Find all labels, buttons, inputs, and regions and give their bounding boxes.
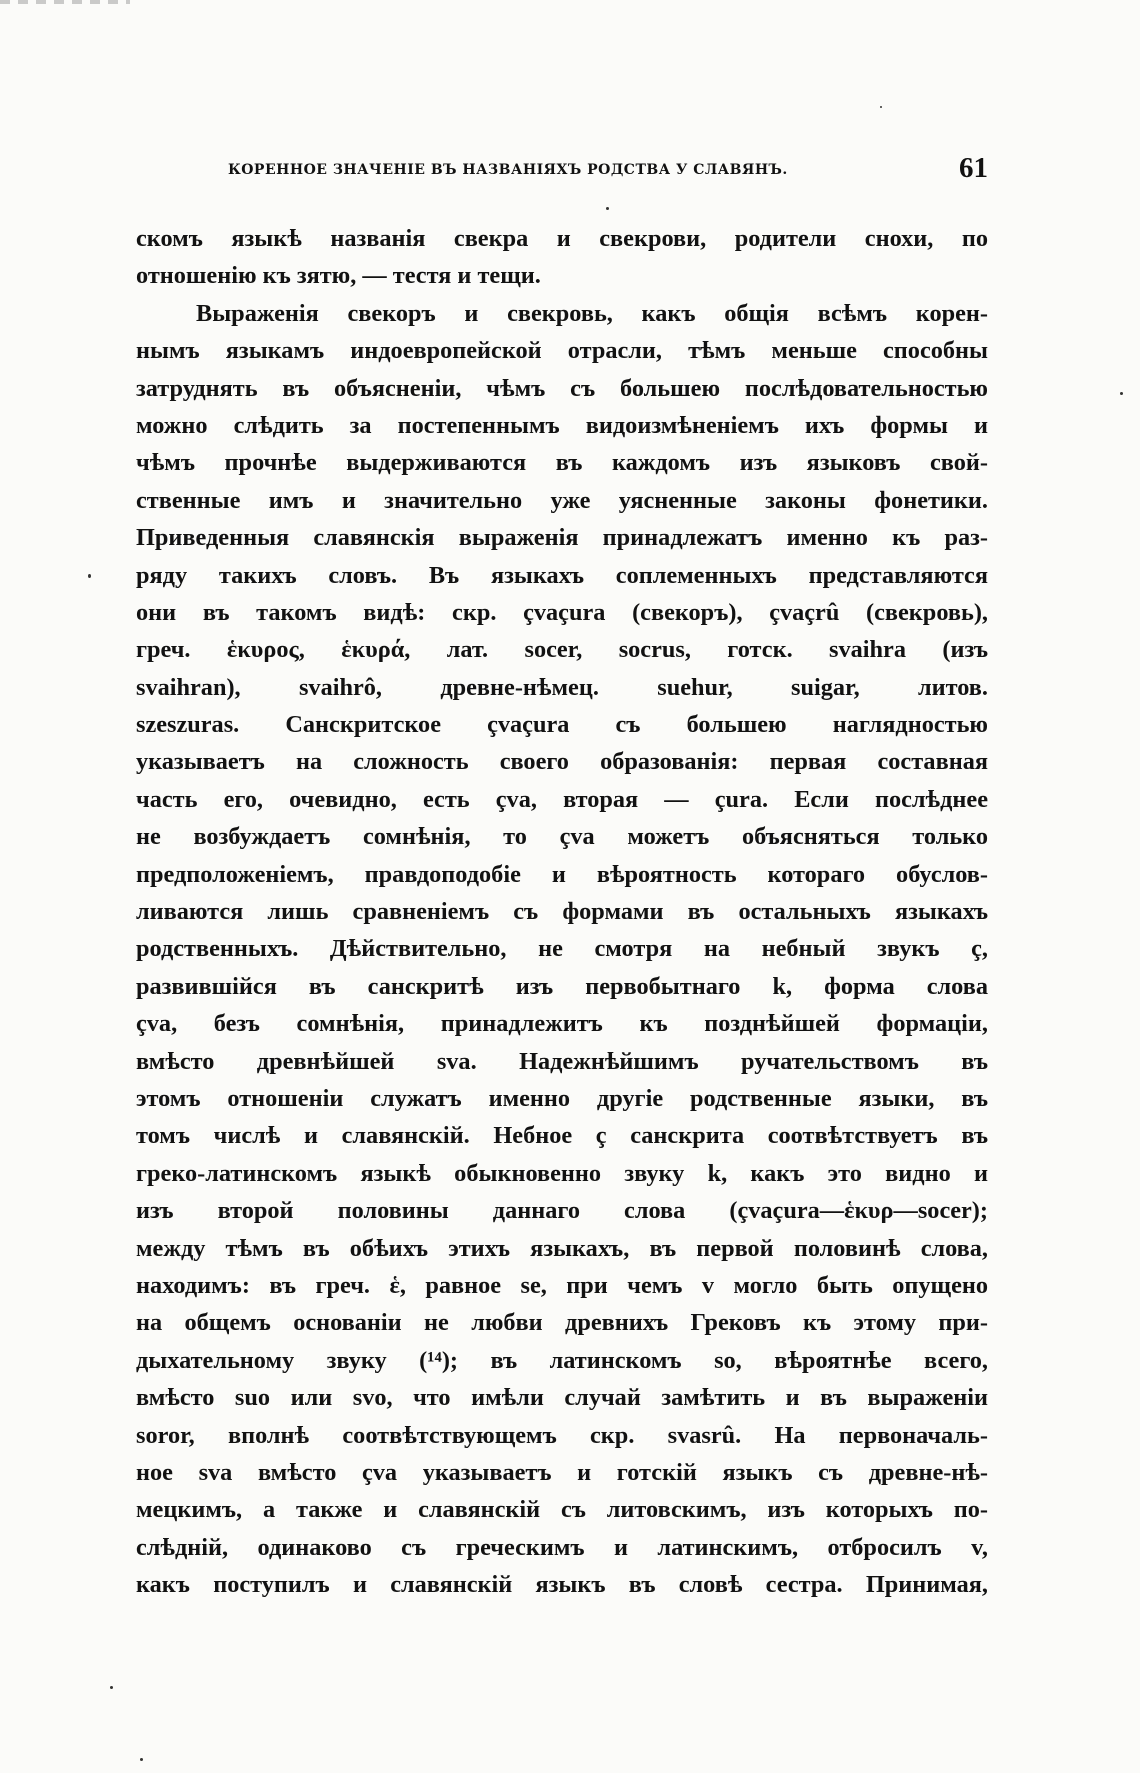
text-line: родственныхъ. Дѣйствительно, не смотря на небный звукъ ç, [136,935,988,963]
text-line: çva, безъ сомнѣнія, принадлежитъ къ позднѣйшей формаціи, [136,1010,988,1038]
text-line: они въ такомъ видѣ: скр. çvaçura (свекоръ), çvaçrû (свекровь), [136,598,988,626]
text-line: Выраженія свекоръ и свекровь, какъ общія всѣмъ корен- [196,299,988,327]
scan-speck [1120,392,1123,395]
text-line: между тѣмъ въ обѣихъ этихъ языкахъ, въ первой половинѣ слова, [136,1234,988,1262]
text-line: отношенію къ зятю, — тестя и тещи. [136,262,541,290]
body-text [136,220,988,1603]
text-line: нымъ языкамъ индоевропейской отрасли, тѣмъ меньше способны [136,337,988,365]
text-line: греч. ἑκυρος, ἑκυρά, лат. socer, socrus, готск. svaihra (изъ [136,636,988,664]
scan-speck [110,1686,113,1689]
text-line: на общемъ основаніи не любви древнихъ Грековъ къ этому при- [136,1309,988,1337]
text-line: ственные имъ и значительно уже уясненные законы фонетики. [136,486,988,514]
text-line: часть его, очевидно, есть çva, вторая — çura. Если послѣднее [136,785,988,813]
text-line: мецкимъ, а также и славянскій съ литовскимъ, изъ которыхъ по- [136,1496,988,1524]
text-line: затруднять въ объясненіи, чѣмъ съ большею послѣдовательностью [136,374,988,402]
text-line: svaihran), svaihrô, древне-нѣмец. suehur, suigar, литов. [136,673,988,701]
text-line: szeszuras. Санскритское çvaçura съ большею наглядностью [136,711,988,739]
text-line: предположеніемъ, правдоподобіе и вѣроятность котораго обуслов- [136,860,988,888]
text-line: находимъ: въ греч. ἑ, равное se, при чемъ v могло быть опущено [136,1271,988,1299]
text-line: слѣдній, одинаково съ греческимъ и латинскимъ, отбросилъ v, [136,1533,988,1561]
text-line: вмѣсто suo или svo, что имѣли случай замѣтить и въ выраженіи [136,1384,988,1412]
text-line: изъ второй половины даннаго слова (çvaçura—ἑκυρ—socer); [136,1197,988,1225]
text-line: дыхательному звуку (¹⁴); въ латинскомъ so, вѣроятнѣе всего, [136,1346,988,1374]
text-line: вмѣсто древнѣйшей sva. Надежнѣйшимъ ручательствомъ въ [136,1047,988,1075]
scan-speck [140,1758,143,1761]
text-line: чѣмъ прочнѣе выдерживаются въ каждомъ изъ языковъ свой- [136,449,988,477]
text-line: soror, вполнѣ соотвѣтствующемъ скр. svasrû. На первоначаль- [136,1421,988,1449]
text-line: развившійся въ санскритѣ изъ первобытнаго k, форма слова [136,972,988,1000]
text-line: ливаются лишь сравненіемъ съ формами въ остальныхъ языкахъ [136,898,988,926]
text-line: ряду такихъ словъ. Въ языкахъ соплеменныхъ представляются [136,561,988,589]
text-line: греко-латинскомъ языкѣ обыкновенно звуку k, какъ это видно и [136,1159,988,1187]
text-line: какъ поступилъ и славянскій языкъ въ словѣ сестра. Принимая, [136,1571,988,1599]
text-line: Приведенныя славянскія выраженія принадлежатъ именно къ раз- [136,524,988,552]
text-line: этомъ отношеніи служатъ именно другіе родственные языки, въ [136,1084,988,1112]
text-line: не возбуждаетъ сомнѣнія, то çva можетъ объясняться только [136,823,988,851]
running-head [228,152,988,192]
text-line: скомъ языкѣ названія свекра и свекрови, родители снохи, по [136,225,988,252]
text-line: ное sva вмѣсто çva указываетъ и готскій языкъ съ древне-нѣ- [136,1458,988,1486]
running-head-title: КОРЕННОЕ ЗНАЧЕНІЕ ВЪ НАЗВАНІЯХЪ РОДСТВА У СЛАВЯНЪ. [228,162,788,178]
scan-edge-mark [0,0,130,4]
scan-speck [880,106,882,108]
text-line: указываетъ на сложность своего образованія: первая составная [136,748,988,776]
page-number: 61 [959,152,988,184]
scan-speck [88,574,91,578]
text-line: томъ числѣ и славянскій. Небное ç санскрита соотвѣтствуетъ въ [136,1122,988,1150]
scan-speck [606,207,609,210]
text-line: можно слѣдить за постепеннымъ видоизмѣненіемъ ихъ формы и [136,411,988,439]
